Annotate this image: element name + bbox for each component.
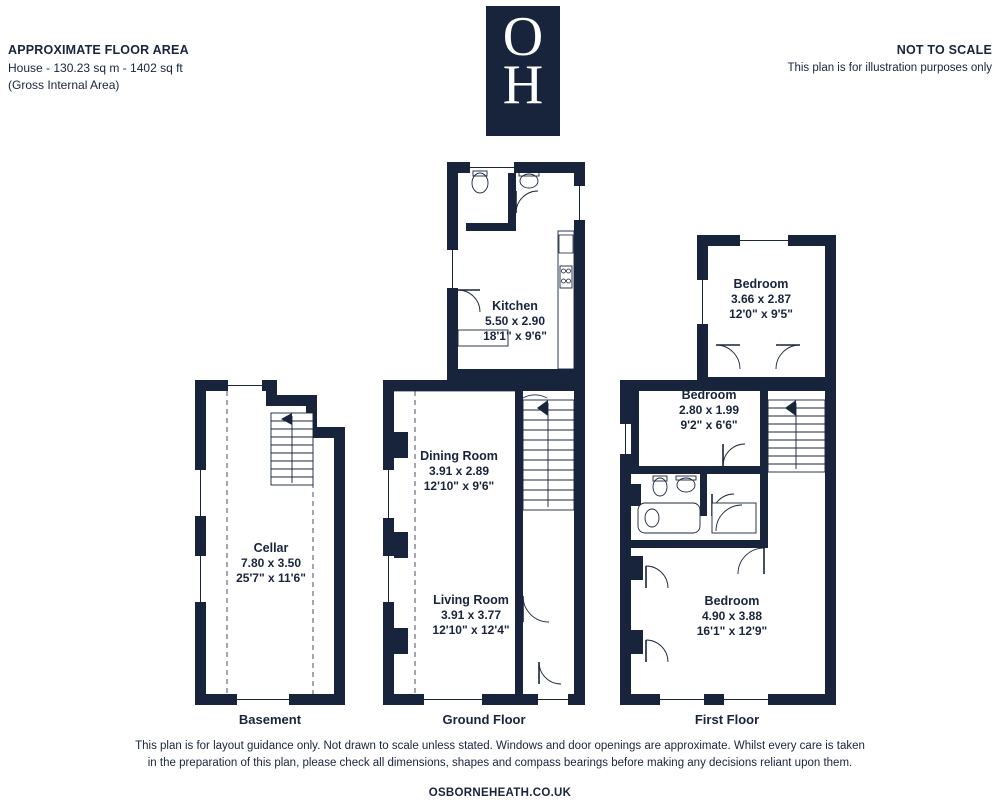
first-chimney-3 xyxy=(631,484,641,506)
room-name-bedroom-3: Bedroom xyxy=(704,594,760,608)
footer xyxy=(0,738,1000,802)
floor-caption-basement: Basement xyxy=(238,712,302,727)
floor-caption-first: First Floor xyxy=(694,712,760,727)
footer-disclaimer-line-2: in the preparation of this plan, please check all dimensions, shapes and compass bearings before making any decisions reliant upon them. xyxy=(147,756,853,769)
first-door-arc-bed3 xyxy=(738,548,764,574)
room-dim-metric-bedroom-1: 3.66 x 2.87 xyxy=(730,292,792,306)
first-bathroom-fixtures xyxy=(638,476,756,533)
first-door-arc-bed2 xyxy=(723,444,745,466)
footer-disclaimer-line-1: This plan is for layout guidance only. Not drawn to scale unless stated. Windows and door openings are approximate. Whilst every care is taken xyxy=(135,740,865,752)
ground-chimney-3 xyxy=(394,628,408,654)
room-label-bedroom-2 xyxy=(679,387,739,434)
floor-area-total: House - 130.23 sq m - 1402 sq ft xyxy=(8,60,183,75)
footer-website: OSBORNEHEATH.CO.UK xyxy=(428,787,572,800)
ground-door-arc-entry xyxy=(539,662,561,684)
logo-line-1: O xyxy=(502,6,544,68)
room-name-cellar: Cellar xyxy=(253,541,289,555)
room-dim-metric-dining-room: 3.91 x 2.89 xyxy=(428,464,490,478)
room-name-kitchen: Kitchen xyxy=(492,299,538,313)
basement-staircase xyxy=(271,413,313,485)
ground-chimney-1 xyxy=(394,432,408,458)
first-wall-bath-bottom xyxy=(631,540,768,548)
room-dim-metric-kitchen: 5.50 x 2.90 xyxy=(484,314,546,328)
first-door-arc-bed1-left xyxy=(716,345,740,369)
ground-staircase xyxy=(523,400,574,510)
first-staircase xyxy=(768,400,825,472)
room-dim-metric-cellar: 7.80 x 3.50 xyxy=(240,556,302,570)
room-label-bedroom-1 xyxy=(729,276,793,323)
room-dim-imperial-dining-room: 12'10" x 9'6" xyxy=(423,479,495,494)
room-dim-imperial-living-room: 12'10" x 12'4" xyxy=(432,623,510,638)
ground-door-arc-kitchen xyxy=(458,290,480,312)
ground-door-arc-hall xyxy=(523,395,547,398)
room-label-bedroom-3 xyxy=(697,593,767,640)
room-dim-imperial-bedroom-1: 12'0" x 9'5" xyxy=(729,307,793,322)
room-label-cellar xyxy=(236,540,306,587)
ground-chimney-2 xyxy=(394,532,408,558)
room-label-living-room xyxy=(432,592,509,639)
scale-note: This plan is for illustration purposes only xyxy=(787,61,992,74)
first-wall-bed3-top xyxy=(620,540,631,548)
first-wall-bed2-left xyxy=(631,391,639,474)
first-chimney-2 xyxy=(631,630,643,654)
room-name-living-room: Living Room xyxy=(433,593,509,607)
first-wall-bath-right xyxy=(760,474,768,548)
room-name-bedroom-2: Bedroom xyxy=(681,388,737,402)
room-dim-metric-living-room: 3.91 x 3.77 xyxy=(440,608,502,622)
ground-wc-fixtures xyxy=(466,171,539,231)
floor-caption-ground: Ground Floor xyxy=(442,712,526,727)
first-door-arc-cupboard-2 xyxy=(646,640,668,662)
logo-line-2: H xyxy=(502,53,544,116)
scale-title: NOT TO SCALE xyxy=(896,43,992,57)
room-label-kitchen xyxy=(483,298,547,345)
floor-area-note: (Gross Internal Area) xyxy=(8,77,120,92)
room-name-bedroom-1: Bedroom xyxy=(733,277,789,291)
room-dim-metric-bedroom-2: 2.80 x 1.99 xyxy=(678,403,740,417)
ground-hall-wall xyxy=(515,391,523,694)
first-wall-bed2-bottom xyxy=(631,466,768,474)
first-door-arc-bed1-right xyxy=(776,345,800,369)
ground-door-arc-living xyxy=(523,596,549,622)
first-chimney-1 xyxy=(631,556,643,580)
first-door-arc-cupboard-1 xyxy=(646,566,668,588)
room-label-dining-room xyxy=(420,448,498,495)
room-dim-metric-bedroom-3: 4.90 x 3.88 xyxy=(701,609,763,623)
first-hall-wall xyxy=(760,391,768,473)
room-dim-imperial-bedroom-2: 9'2" x 6'6" xyxy=(680,418,738,433)
room-dim-imperial-kitchen: 18'1" x 9'6" xyxy=(483,329,547,344)
first-wall-wc-divider xyxy=(700,474,707,516)
room-name-dining-room: Dining Room xyxy=(420,449,498,463)
room-dim-imperial-cellar: 25'7" x 11'6" xyxy=(236,571,306,586)
room-dim-imperial-bedroom-3: 16'1" x 12'9" xyxy=(696,624,768,639)
floor-area-title: APPROXIMATE FLOOR AREA xyxy=(8,43,189,57)
ground-hall-wall-top xyxy=(515,380,523,391)
